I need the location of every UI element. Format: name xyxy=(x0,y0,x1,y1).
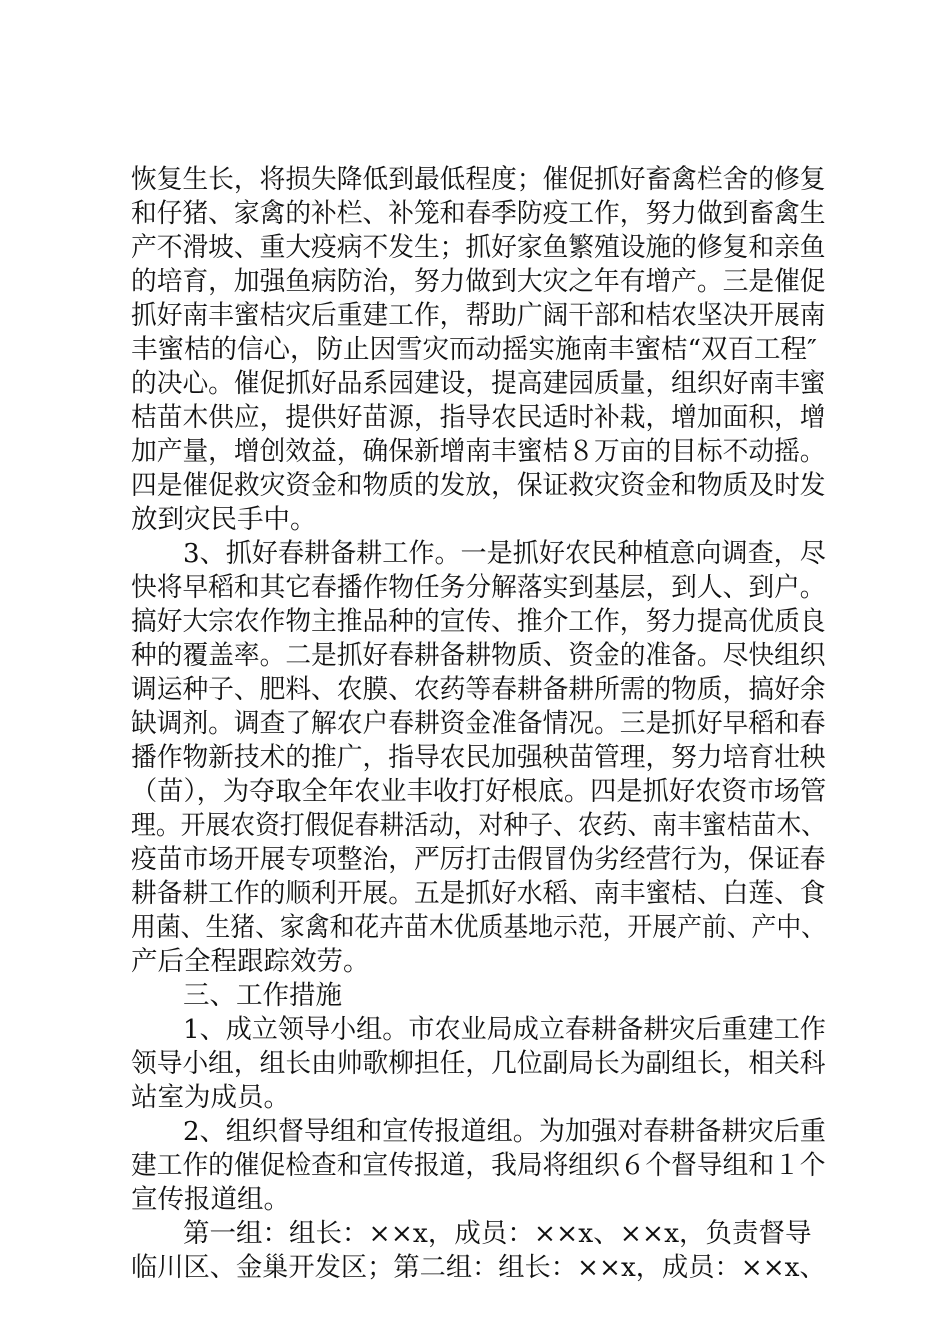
text-line: 用菌、生猪、家禽和花卉苗木优质基地示范，开展产前、产中、 xyxy=(131,912,826,943)
text-line: 建工作的催促检查和宣传报道，我局将组织６个督导组和１个 xyxy=(131,1150,826,1181)
text-line: 领导小组，组长由帅歌柳担任，几位副局长为副组长，相关科 xyxy=(131,1048,826,1079)
text-line: 抓好南丰蜜桔灾后重建工作，帮助广阔干部和桔农坚决开展南 xyxy=(131,300,826,331)
text-line: 恢复生长，将损失降低到最低程度；催促抓好畜禽栏舍的修复 xyxy=(131,164,826,195)
text-line: 耕备耕工作的顺利开展。五是抓好水稻、南丰蜜桔、白莲、食 xyxy=(131,878,826,909)
text-line: 搞好大宗农作物主推品种的宣传、推介工作，努力提高优质良 xyxy=(131,606,826,637)
text-line: 播作物新技术的推广，指导农民加强秧苗管理，努力培育壮秧 xyxy=(131,742,826,773)
text-line: 放到灾民手中。 xyxy=(131,504,317,535)
text-line: 调运种子、肥料、农膜、农药等春耕备耕所需的物质，搞好余 xyxy=(131,674,826,705)
text-line: 和仔猪、家禽的补栏、补笼和春季防疫工作，努力做到畜禽生 xyxy=(131,198,826,229)
text-line: 理。开展农资打假促春耕活动，对种子、农药、南丰蜜桔苗木、 xyxy=(131,810,826,841)
text-line: 快将早稻和其它春播作物任务分解落实到基层，到人、到户。 xyxy=(131,572,826,603)
text-line: 3、抓好春耕备耕工作。一是抓好农民种植意向调查，尽 xyxy=(183,538,826,569)
text-line: （苗），为夺取全年农业丰收打好根底。四是抓好农资市场管 xyxy=(131,776,827,807)
text-line: 宣传报道组。 xyxy=(131,1184,290,1215)
text-line: 产后全程跟踪效劳。 xyxy=(131,946,370,977)
text-line: 产不滑坡、重大疫病不发生；抓好家鱼繁殖设施的修复和亲鱼 xyxy=(131,232,826,263)
text-line: 桔苗木供应，提供好苗源，指导农民适时补栽，增加面积，增 xyxy=(131,402,826,433)
text-line: 的决心。催促抓好品系园建设，提高建园质量，组织好南丰蜜 xyxy=(131,368,826,399)
text-line: 2、组织督导组和宣传报道组。为加强对春耕备耕灾后重 xyxy=(183,1116,826,1147)
text-line: 丰蜜桔的信心，防止因雪灾而动摇实施南丰蜜桔“双百工程″ xyxy=(131,334,817,365)
text-line: 疫苗市场开展专项整治，严厉打击假冒伪劣经营行为，保证春 xyxy=(131,844,826,875)
section-heading: 三、工作措施 xyxy=(183,980,342,1011)
text-line: 加产量，增创效益，确保新增南丰蜜桔８万亩的目标不动摇。 xyxy=(131,436,826,467)
text-line: 1、成立领导小组。市农业局成立春耕备耕灾后重建工作 xyxy=(183,1014,826,1045)
text-line: 四是催促救灾资金和物质的发放，保证救灾资金和物质及时发 xyxy=(131,470,826,501)
text-line: 的培育，加强鱼病防治，努力做到大灾之年有增产。三是催促 xyxy=(131,266,826,297)
text-line: 种的覆盖率。二是抓好春耕备耕物质、资金的准备。尽快组织 xyxy=(131,640,826,671)
text-line: 临川区、金巢开发区；第二组：组长：××x，成员：××x、 xyxy=(131,1252,826,1283)
text-line: 站室为成员。 xyxy=(131,1082,290,1113)
text-line: 第一组：组长：××x，成员：××x、××x，负责督导 xyxy=(183,1218,812,1249)
text-line: 缺调剂。调查了解农户春耕资金准备情况。三是抓好早稻和春 xyxy=(131,708,826,739)
